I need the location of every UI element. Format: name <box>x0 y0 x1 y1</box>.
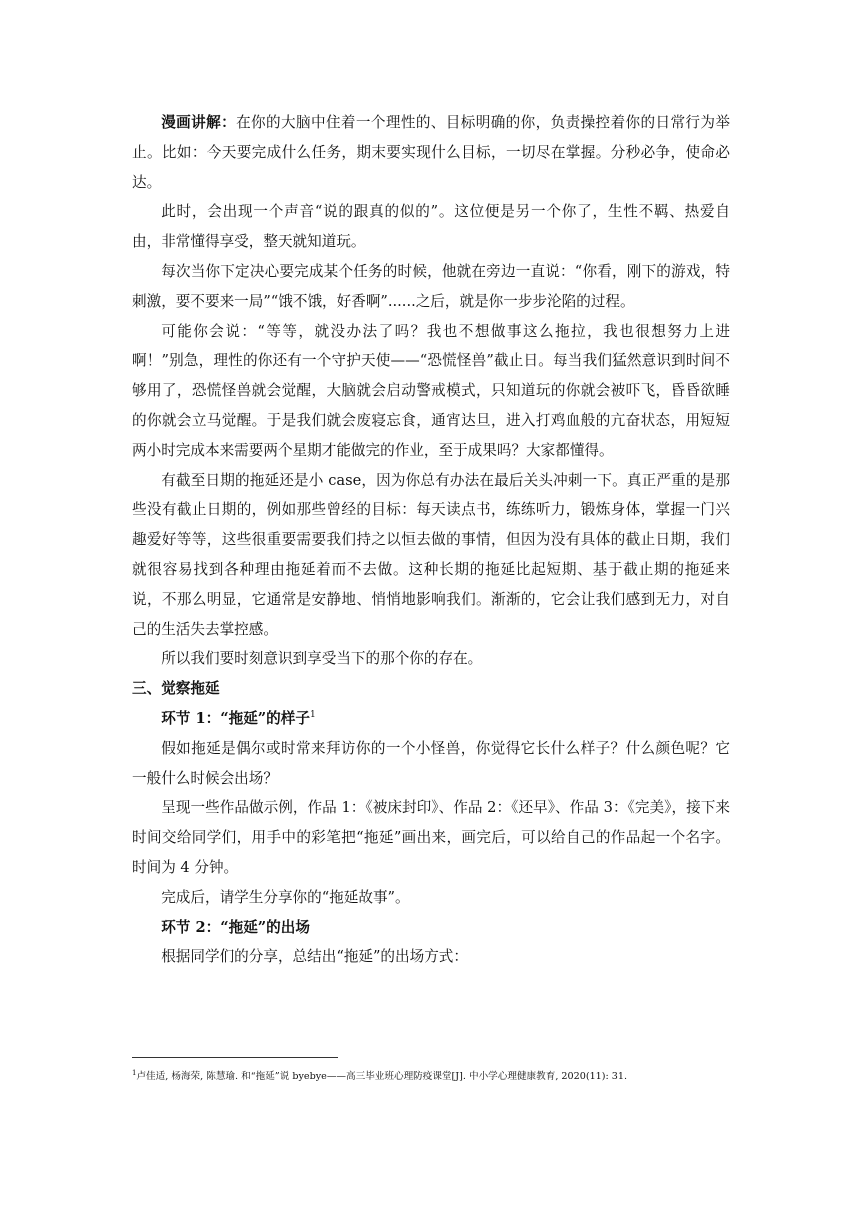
paragraph-panic-monster: 可能你会说：“等等，就没办法了吗？我也不想做事这么拖拉，我也很想努力上进啊！”别急，理性的你还有一个守护天使——“恐慌怪兽”截止日。每当我们猛然意识到时间不够用了，恐慌怪兽就会觉醒，大脑就会启动警戒模式，只知道玩的你就会被吓飞，昏昏欲睡的你就会立马觉醒。于是我们就会废寝忘食，通宵达旦，进入打鸡血般的亢奋状态，用短短两小时完成本来需要两个星期才能做完的作业，至于成果吗？大家都懂得。 <box>132 322 730 459</box>
paragraph-summary: 根据同学们的分享，总结出“拖延”的出场方式： <box>161 948 468 966</box>
footnote-reference: 1 <box>309 710 316 721</box>
section-heading: 三、觉察拖延 <box>132 680 220 698</box>
paragraph-comic-explanation <box>132 108 730 197</box>
document-body <box>132 108 730 972</box>
comic-explanation-lead: 漫画讲解： <box>161 114 237 131</box>
subsection-heading-2: 环节 2：“拖延”的出场 <box>161 918 310 936</box>
footnote <box>132 1070 752 1084</box>
subsection-heading-1 <box>132 704 730 734</box>
paragraph-examples: 呈现一些作品做示例，作品 1：《被床封印》、作品 2：《还早》、作品 3：《完美》，接下来时间交给同学们，用手中的彩笔把“拖延”画出来，画完后，可以给自己的作品起一个名字。时间为 4 分钟。 <box>132 799 730 876</box>
subsection-heading-1-text: 环节 1：“拖延”的样子 <box>161 709 310 727</box>
paragraph-another-you: 此时，会出现一个声音“说的跟真的似的”。这位便是另一个你了，生性不羁、热爱自由，非常懂得享受，整天就知道玩。 <box>132 203 730 251</box>
paragraph-awareness: 所以我们要时刻意识到享受当下的那个你的存在。 <box>161 650 483 668</box>
paragraph-monster-question: 假如拖延是偶尔或时常来拜访你的一个小怪兽，你觉得它长什么样子？什么颜色呢？它一般什么时候会出场？ <box>132 739 730 787</box>
footnote-marker: 1 <box>132 1068 137 1077</box>
paragraph-no-deadline: 有截至日期的拖延还是小 case，因为你总有办法在最后关头冲刺一下。真正严重的是那些没有截止日期的，例如那些曾经的目标：每天读点书，练练听力，锻炼身体，掌握一门兴趣爱好等等，这些很重要需要我们持之以恒去做的事情，但因为没有具体的截止日期，我们就很容易找到各种理由拖延着而不去做。这种长期的拖延比起短期、基于截止期的拖延来说，不那么明显，它通常是安静地、悄悄地影响我们。渐渐的，它会让我们感到无力，对自己的生活失去掌控感。 <box>132 471 730 638</box>
paragraph-share: 完成后，请学生分享你的“拖延故事”。 <box>161 888 410 906</box>
footnote-text: 卢佳适, 杨海荣, 陈慧瑜. 和“拖延”说 byebye——高三毕业班心理防疫课堂[J]. 中小学心理健康教育, 2020(11): 31. <box>136 1071 628 1082</box>
footnote-divider <box>132 1057 338 1058</box>
paragraph-temptation: 每次当你下定决心要完成某个任务的时候，他就在旁边一直说：“你看，刚下的游戏，特刺激，要不要来一局”“饿不饿，好香啊”......之后，就是你一步步沦陷的过程。 <box>132 262 730 310</box>
comic-explanation-text: 在你的大脑中住着一个理性的、目标明确的你，负责操控着你的日常行为举止。比如：今天要完成什么任务，期末要实现什么目标，一切尽在掌握。分秒必争，使命必达。 <box>132 114 730 191</box>
